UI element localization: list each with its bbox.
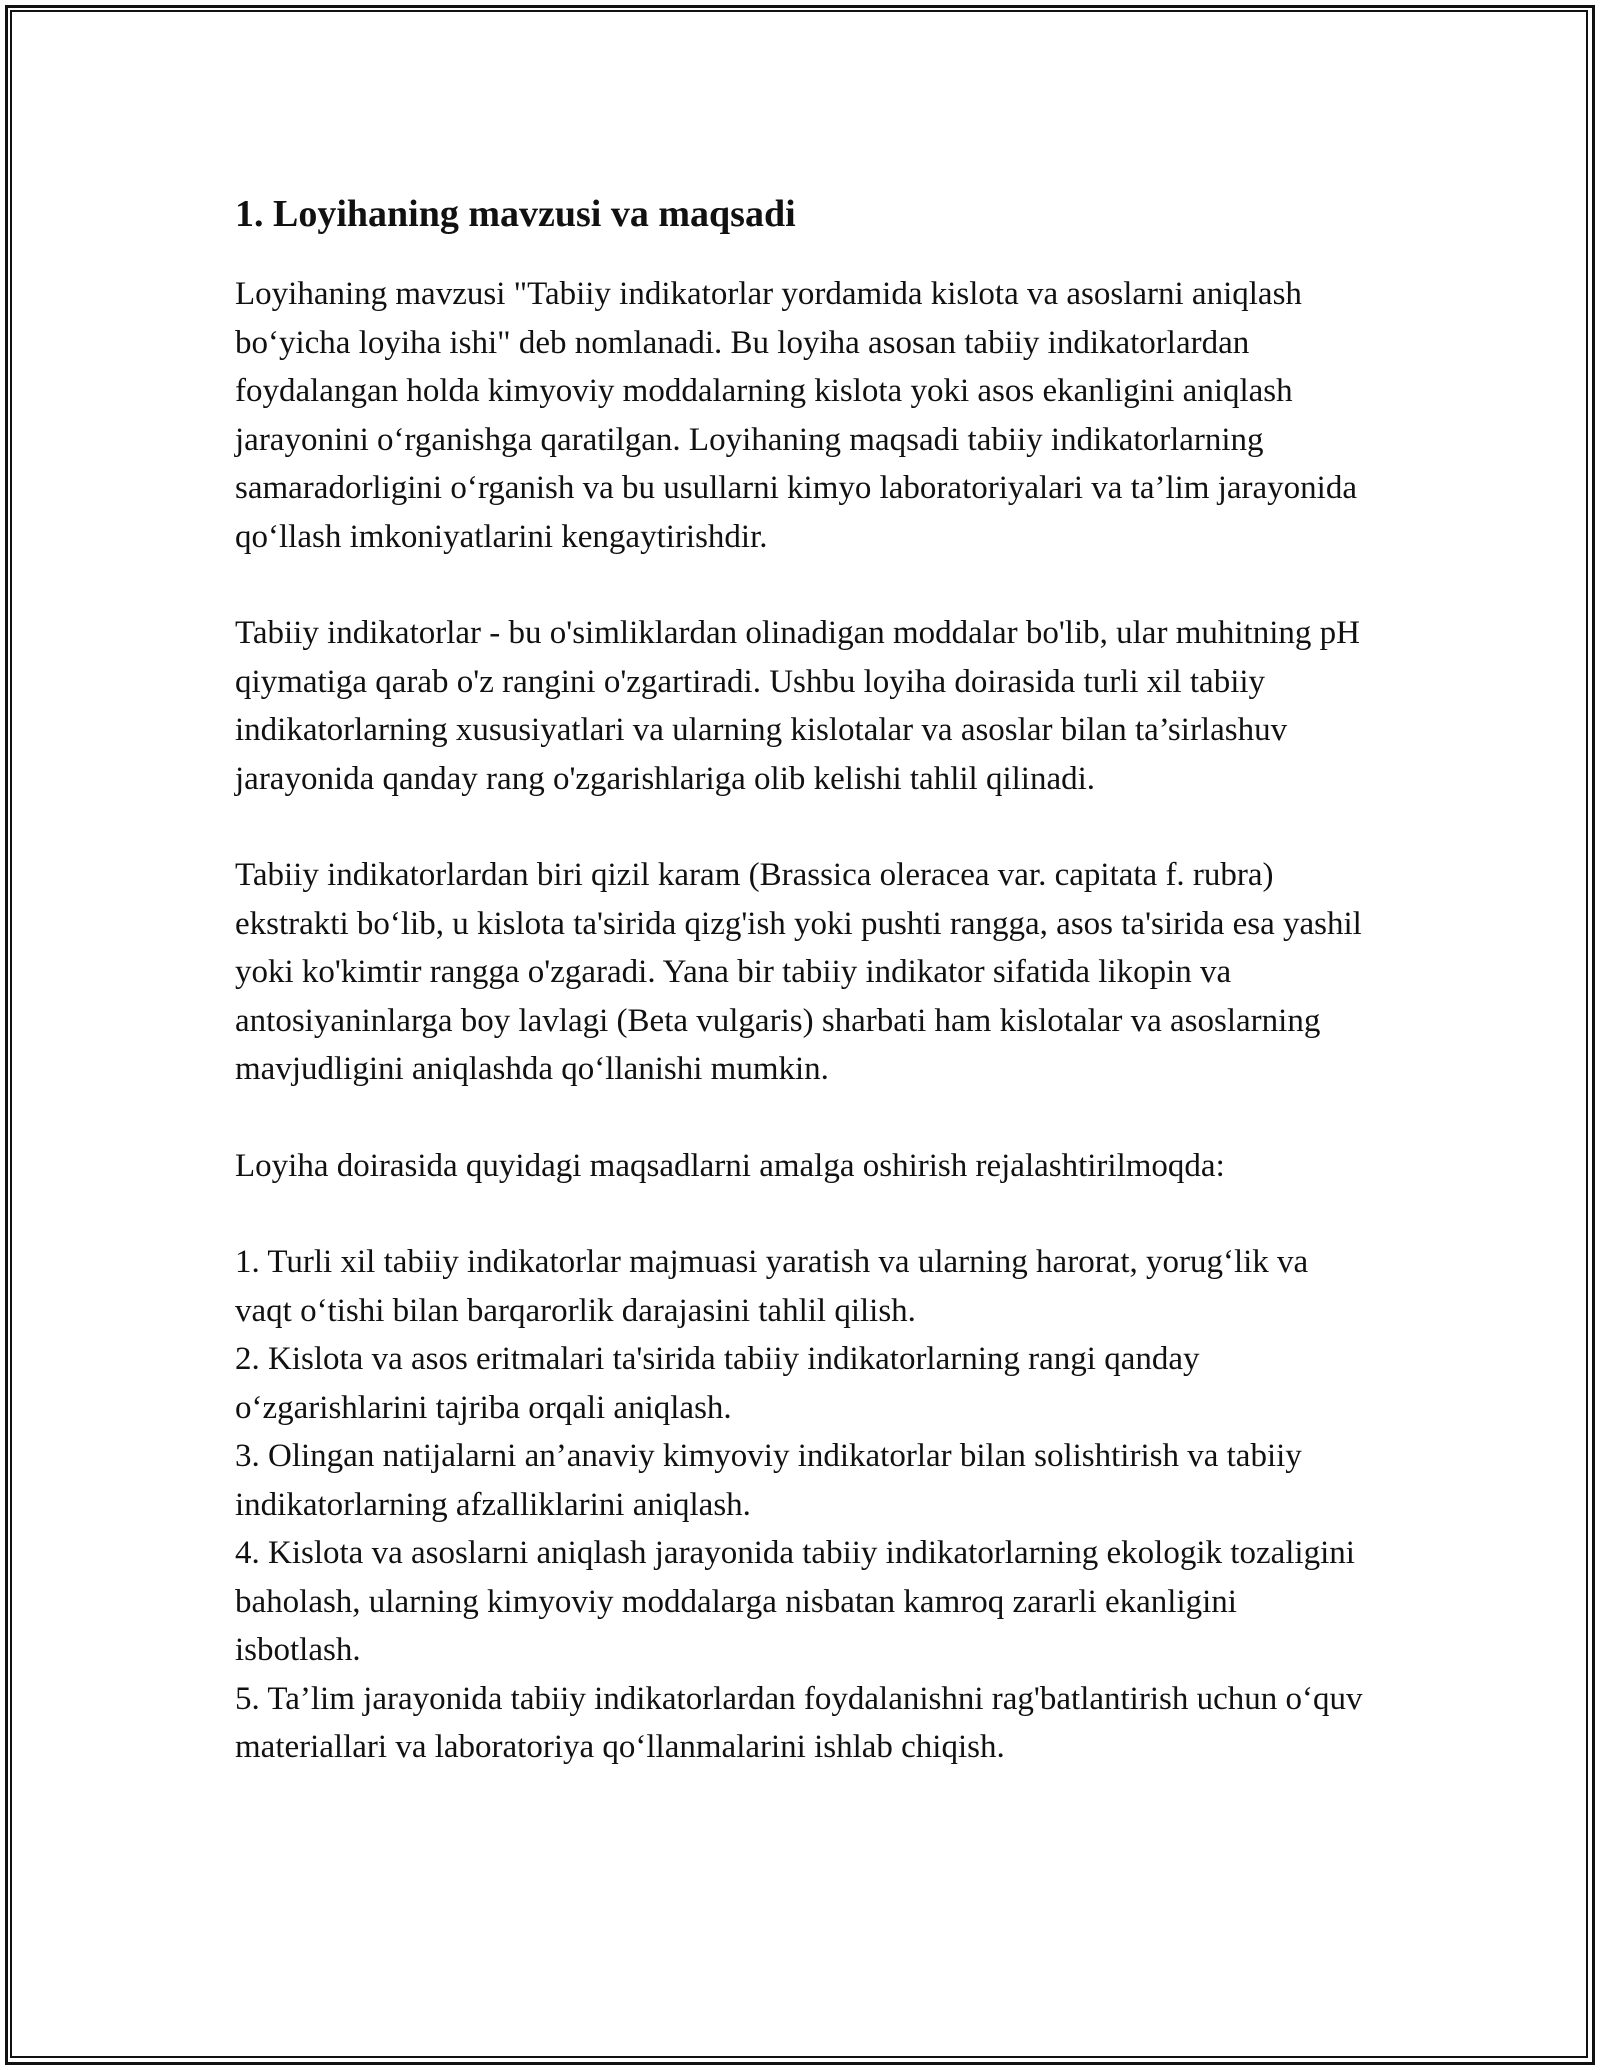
document-body (235, 188, 1365, 1772)
goal-item-1: 1. Turli xil tabiiy indikatorlar majmuasi yaratish va ularning harorat, yorug‘lik va vaqt o‘tishi bilan barqarorlik darajasini tahlil qilish. (235, 1244, 1309, 1329)
goals-list (235, 1238, 1365, 1772)
goal-item-5: 5. Ta’lim jarayonida tabiiy indikatorlardan foydalanishni rag'batlantirish uchun o‘quv materiallari va laboratoriya qo‘llanmalarini ishlab chiqish. (235, 1680, 1363, 1765)
goal-item-4: 4. Kislota va asoslarni aniqlash jarayonida tabiiy indikatorlarning ekologik tozaligini baholash, ularning kimyoviy moddalarga nisbatan kamroq zararli ekanligini isbotlash. (235, 1535, 1355, 1668)
paragraph-indicators-definition: Tabiiy indikatorlar - bu o'simliklardan olinadigan moddalar bo'lib, ular muhitning pH qiymatiga qarab o'z rangini o'zgartiradi. Ushbu loyiha doirasida turli xil tabiiy indikatorlarning xususiyatlari va ularning kislotalar va asoslar bilan ta’sirlashuv jarayonida qanday rang o'zgarishlariga olib kelishi tahlil qilinadi. (235, 615, 1360, 797)
paragraph-indicator-examples: Tabiiy indikatorlardan biri qizil karam (Brassica oleracea var. capitata f. rubra) ekstrakti bo‘lib, u kislota ta'sirida qizg'ish yoki pushti rangga, asos ta'sirida esa yashil yoki ko'kimtir rangga o'zgaradi. Yana bir tabiiy indikator sifatida likopin va antosiyaninlarga boy lavlagi (Beta vulgaris) sharbati ham kislotalar va asoslarning mavjudligini aniqlashda qo‘llanishi mumkin. (235, 857, 1362, 1087)
goal-item-3: 3. Olingan natijalarni an’anaviy kimyoviy indikatorlar bilan solishtirish va tabiiy indikatorlarning afzalliklarini aniqlash. (235, 1438, 1302, 1523)
paragraph-topic: Loyihaning mavzusi "Tabiiy indikatorlar yordamida kislota va asoslarni aniqlash bo‘yicha loyiha ishi" deb nomlanadi. Bu loyiha asosan tabiiy indikatorlardan foydalangan holda kimyoviy moddalarning kislota yoki asos ekanligini aniqlash jarayonini o‘rganishga qaratilgan. Loyihaning maqsadi tabiiy indikatorlarning samaradorligini o‘rganish va bu usullarni kimyo laboratoriyalari va ta’lim jarayonida qo‘llash imkoniyatlarini kengaytirishdir. (235, 276, 1357, 555)
paragraph-goals-intro: Loyiha doirasida quyidagi maqsadlarni amalga oshirish rejalashtirilmoqda: (235, 1147, 1225, 1184)
section-heading: 1. Loyihaning mavzusi va maqsadi (235, 193, 796, 235)
goal-item-2: 2. Kislota va asos eritmalari ta'sirida tabiiy indikatorlarning rangi qanday o‘zgarishlarini tajriba orqali aniqlash. (235, 1341, 1200, 1426)
